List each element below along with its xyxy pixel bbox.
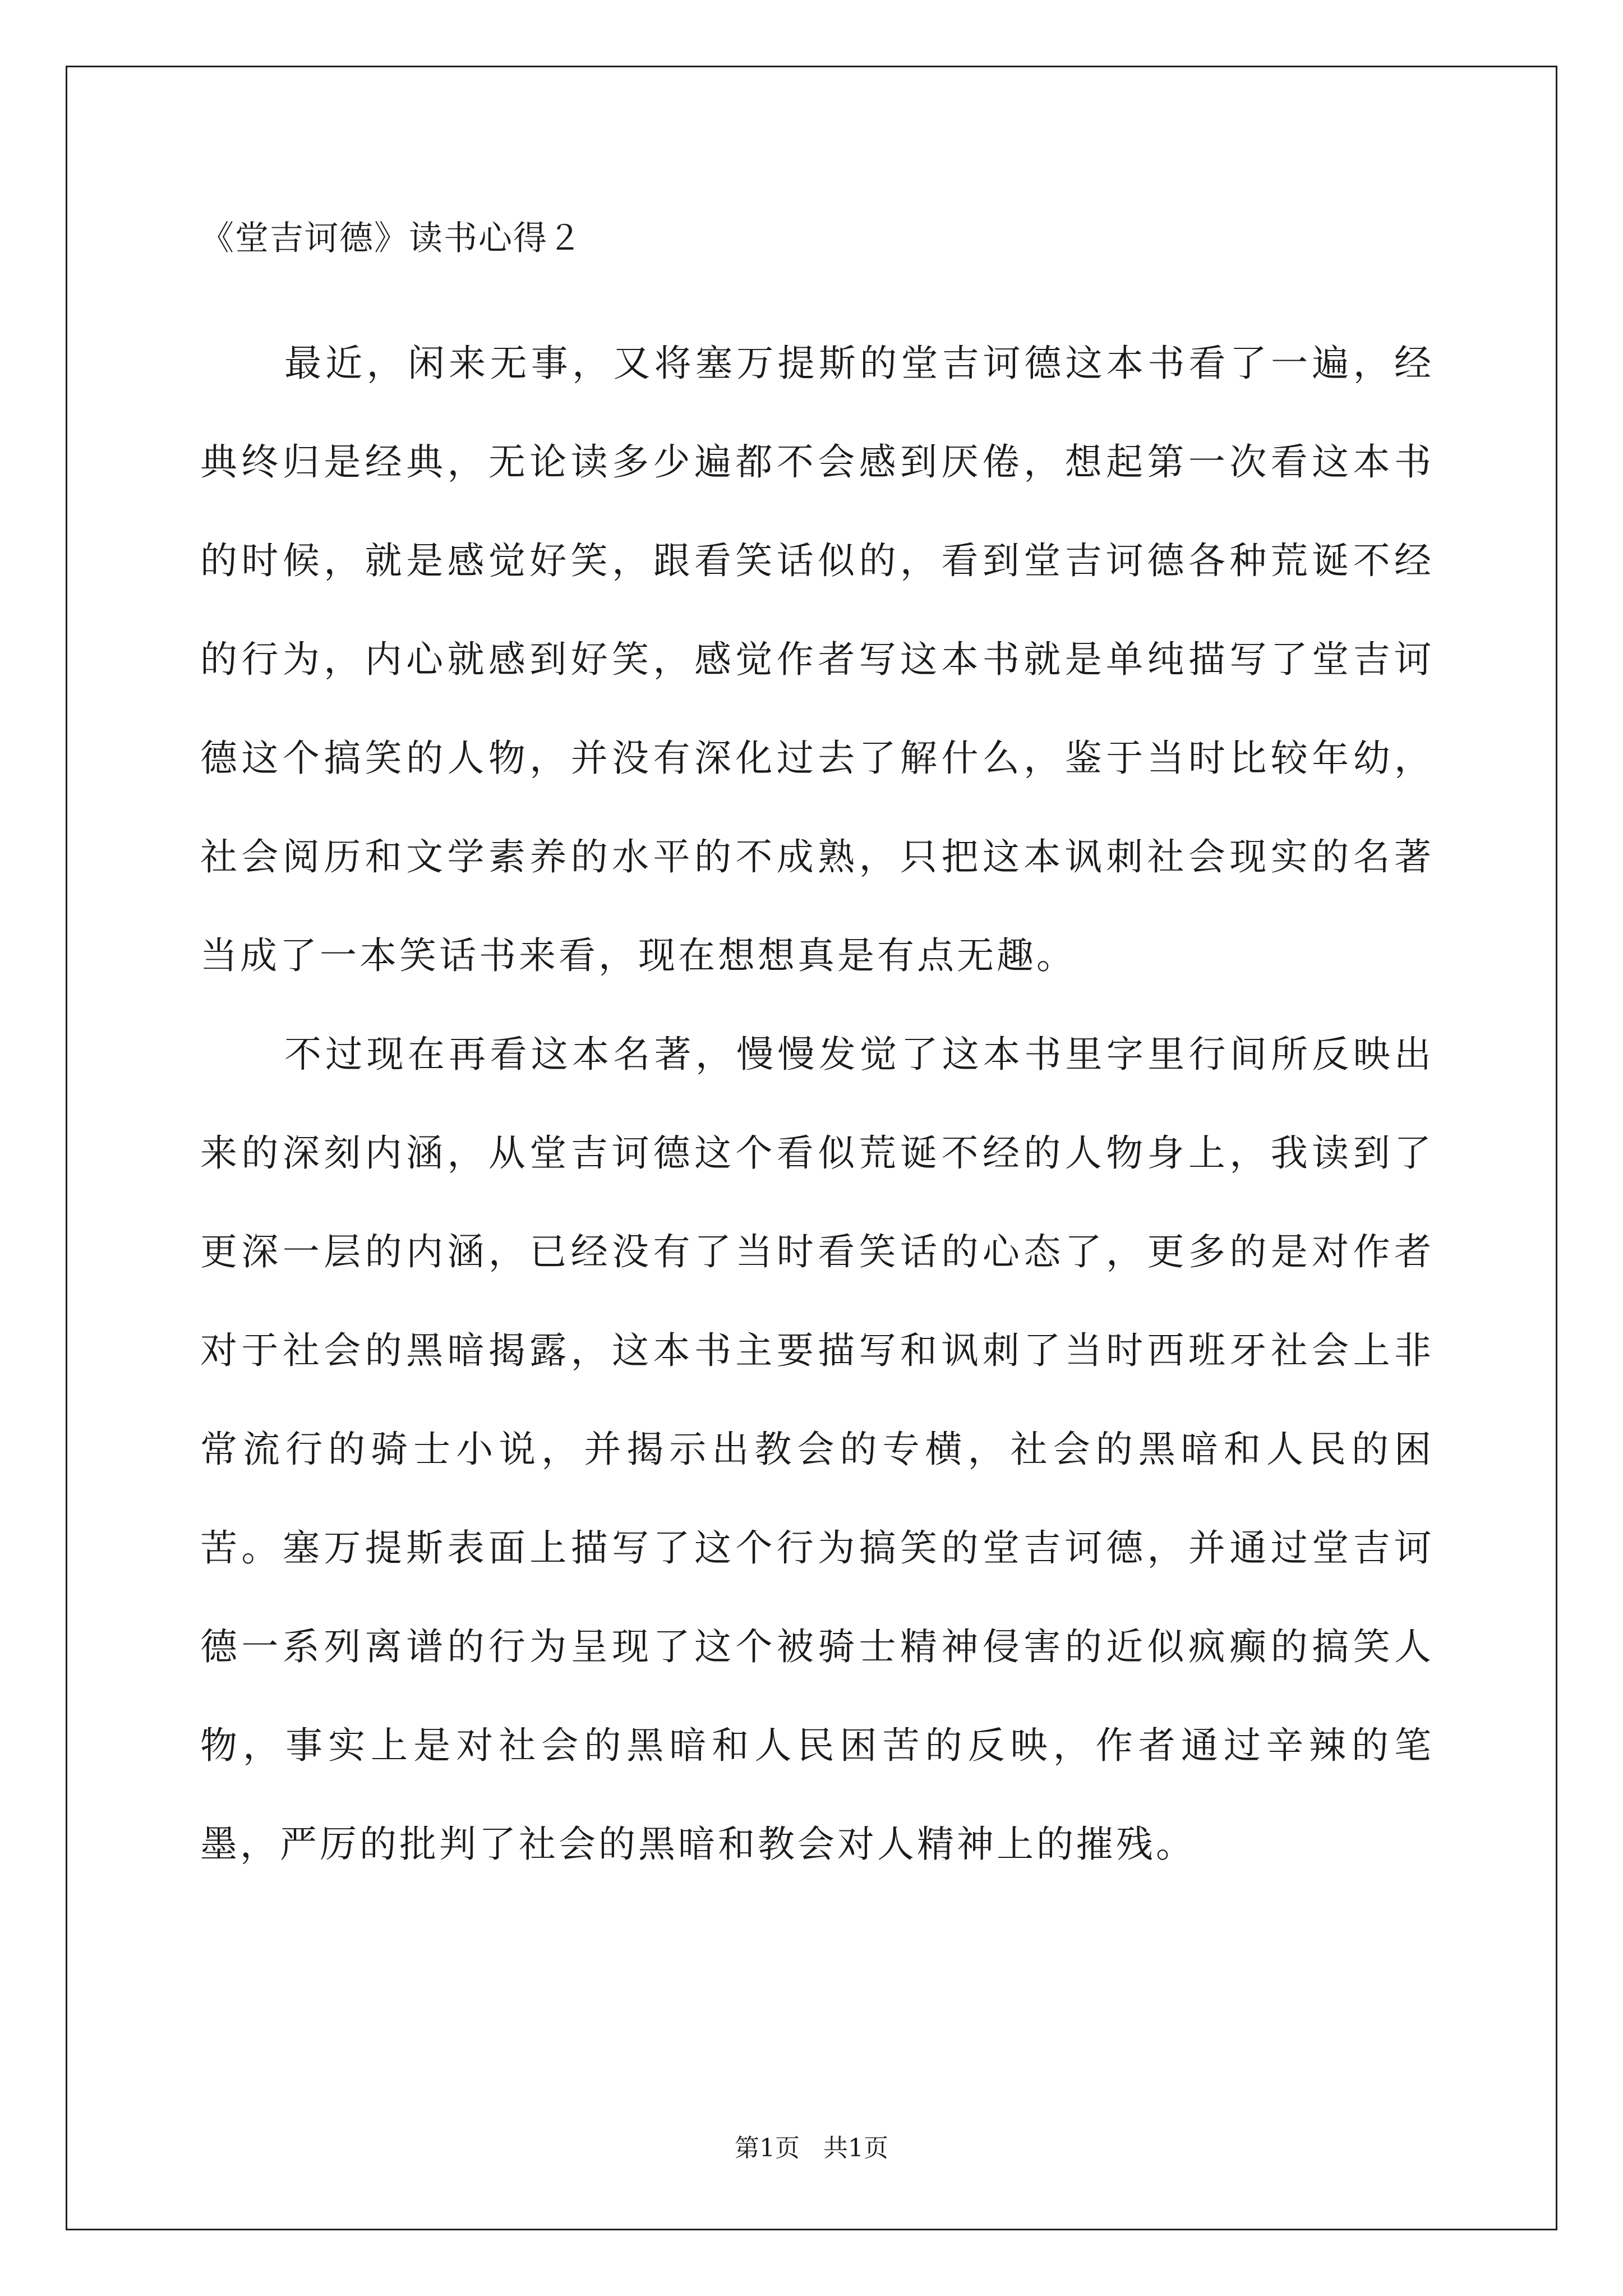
- paragraph-2: 不过现在再看这本名著，慢慢发觉了这本书里字里行间所反映出来的深刻内涵，从堂吉诃德这个看似荒诞不经的人物身上，我读到了更深一层的内涵，已经没有了当时看笑话的心态了，更多的是对作者对于社会的黑暗揭露，这本书主要描写和讽刺了当时西班牙社会上非常流行的骑士小说，并揭示出教会的专横，社会的黑暗和人民的困苦。塞万提斯表面上描写了这个行为搞笑的堂吉诃德，并通过堂吉诃德一系列离谱的行为呈现了这个被骑士精神侵害的近似疯癫的搞笑人物，事实上是对社会的黑暗和人民困苦的反映，作者通过辛辣的笔墨，严厉的批判了社会的黑暗和教会对人精神上的摧残。: [200, 1033, 1434, 1866]
- document-title: 《堂吉诃德》读书心得２: [200, 219, 583, 258]
- page-footer: [0, 2132, 1623, 2165]
- paragraph-1: 最近，闲来无事，又将塞万提斯的堂吉诃德这本书看了一遍，经典终归是经典，无论读多少遍都不会感到厌倦，想起第一次看这本书的时候，就是感觉好笑，跟看笑话似的，看到堂吉诃德各种荒诞不经的行为，内心就感到好笑，感觉作者写这本书就是单纯描写了堂吉诃德这个搞笑的人物，并没有深化过去了解什么，鉴于当时比较年幼，社会阅历和文学素养的水平的不成熟，只把这本讽刺社会现实的名著当成了一本笑话书来看，现在想想真是有点无趣。: [200, 342, 1434, 977]
- page-number: 第1页: [735, 2134, 800, 2162]
- document-body: [200, 314, 1434, 1894]
- page-total: 共1页: [823, 2134, 888, 2162]
